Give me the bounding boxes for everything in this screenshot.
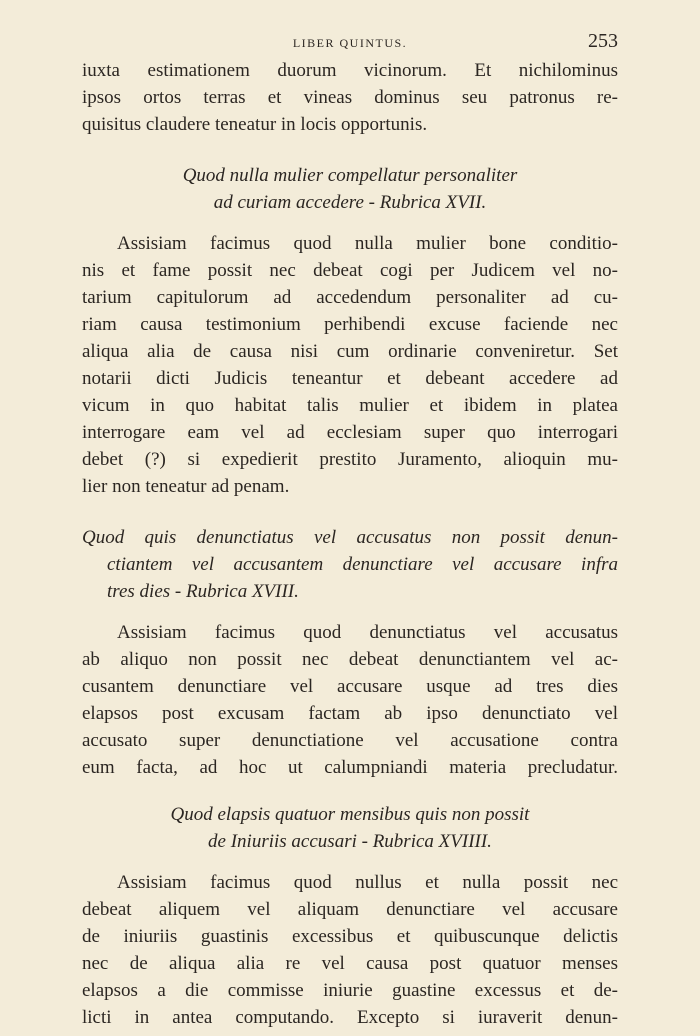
text-line: Assisiam facimus quod denunctiatus vel accusatus: [117, 622, 618, 643]
running-head: [82, 30, 618, 54]
text-line: de iniuriis guastinis excessibus et quibuscunque delictis: [82, 926, 618, 947]
text-line: ipsos ortos terras et vineas dominus seu patronus re-: [82, 87, 618, 108]
text-line: riam causa testimonium perhibendi excuse faciende nec: [82, 314, 618, 335]
text-line: nec de aliqua alia re vel causa post quatuor menses: [82, 953, 618, 974]
rubric-heading-line: tres dies - Rubrica XVIII.: [107, 581, 299, 602]
text-line: elapsos a die commisse iniurie guastine excessus et de-: [82, 980, 618, 1001]
rubric-heading-line: ctiantem vel accusantem denunctiare vel accusare infra: [107, 554, 618, 575]
text-line: elapsos post excusam factam ab ipso denunctiato vel: [82, 703, 618, 724]
rubric-heading-line: ad curiam accedere - Rubrica XVII.: [213, 192, 487, 213]
rubric-heading-line: de Iniuriis accusari - Rubrica XVIIII.: [208, 831, 492, 852]
text-line: debeat aliquem vel aliquam denunctiare vel accusare: [82, 899, 618, 920]
text-line: quisitus claudere teneatur in locis opportunis.: [82, 114, 428, 135]
text-line: interrogare eam vel ad ecclesiam super quo interrogari: [82, 422, 618, 443]
text-line: aliqua alia de causa nisi cum ordinarie conveniretur. Set: [82, 341, 618, 362]
text-line: cusantem denunctiare vel accusare usque ad tres dies: [82, 676, 618, 697]
text-line: Assisiam facimus quod nulla mulier bone conditio-: [117, 233, 618, 254]
text-line: lier non teneatur ad penam.: [82, 476, 290, 497]
text-line: accusato super denunctiatione vel accusatione contra: [82, 730, 618, 751]
text-line: eum facta, ad hoc ut calumpniandi materia precludatur.: [82, 757, 618, 778]
text-line: notarii dicti Judicis teneantur et debeant accedere ad: [82, 368, 618, 389]
text-line: vicum in quo habitat talis mulier et ibidem in platea: [82, 395, 618, 416]
running-title: LIBER QUINTUS.: [292, 36, 408, 50]
text-line: debet (?) si expedierit prestito Juramento, alioquin mu-: [82, 449, 618, 470]
text-line: Assisiam facimus quod nullus et nulla possit nec: [117, 872, 618, 893]
text-line: nis et fame possit nec debeat cogi per Judicem vel no-: [82, 260, 618, 281]
rubric-heading-line: Quod quis denunctiatus vel accusatus non possit denun-: [82, 527, 618, 548]
text-line: licti in antea computando. Excepto si iuraverit denun-: [82, 1007, 618, 1028]
rubric-heading-line: Quod nulla mulier compellatur personaliter: [182, 165, 518, 186]
page-number: 253: [588, 30, 618, 52]
text-line: tarium capitulorum ad accedendum personaliter ad cu-: [82, 287, 618, 308]
text-line: ab aliquo non possit nec debeat denunctiantem vel ac-: [82, 649, 618, 670]
text-line: iuxta estimationem duorum vicinorum. Et nichilominus: [82, 60, 618, 81]
rubric-heading-line: Quod elapsis quatuor mensibus quis non possit: [170, 804, 530, 825]
